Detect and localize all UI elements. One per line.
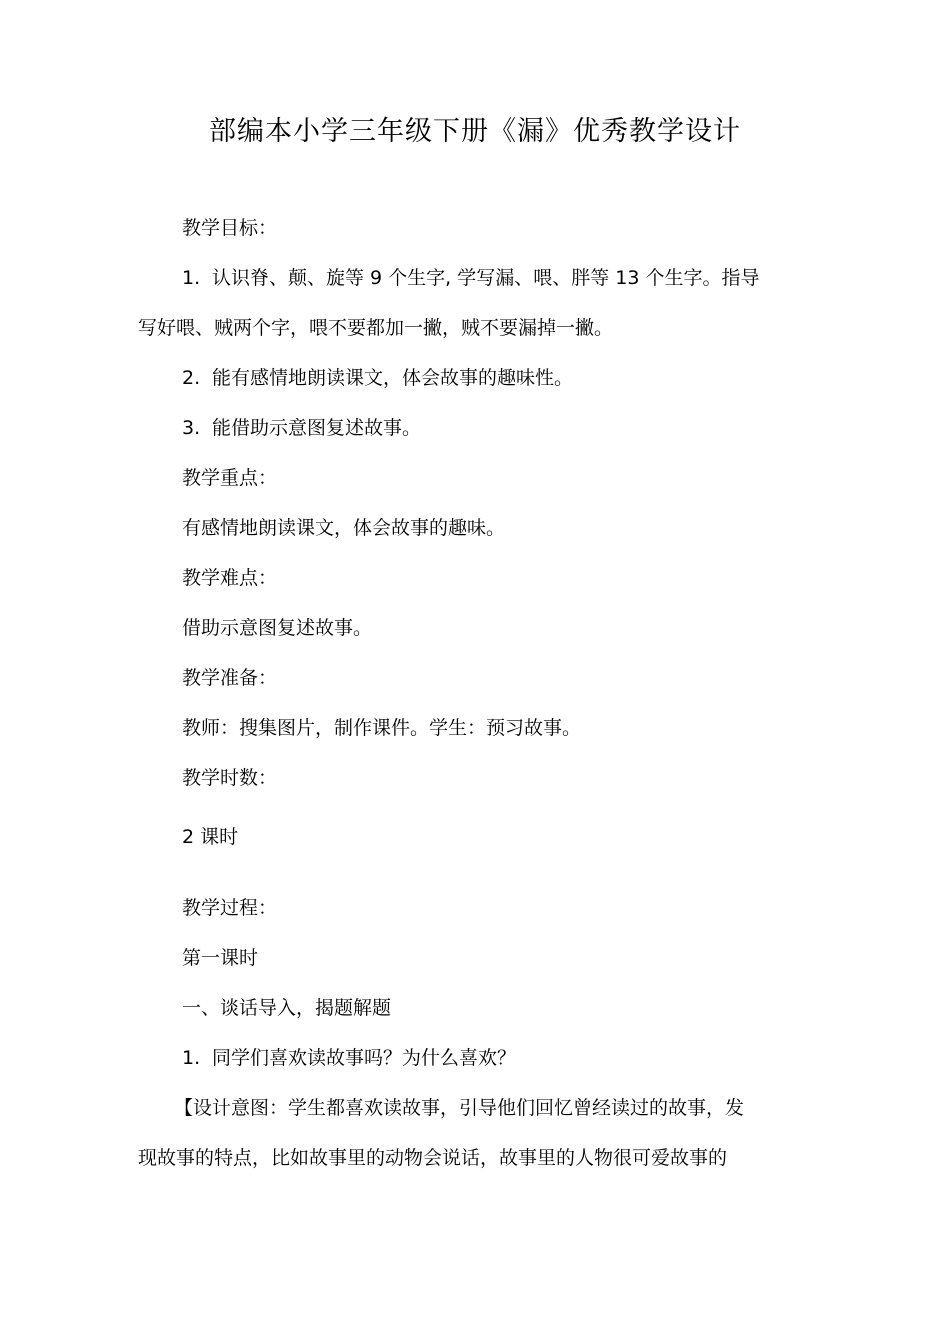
lesson-one-heading: 第一课时 <box>182 947 259 969</box>
hours-text: 2 课时 <box>182 826 239 848</box>
objective-2 <box>182 364 573 392</box>
objective-3-text: 能借助示意图复述故事。 <box>212 417 422 439</box>
design-intent-line-2: 现故事的特点，比如故事里的动物会说话，故事里的人物很可爱故事的 <box>138 1147 728 1169</box>
objective-3-number: 3. <box>182 417 201 439</box>
design-intent-line-1: 【设计意图：学生都喜欢读故事，引导他们回忆曾经读过的故事，发 <box>174 1097 745 1119</box>
objective-1-line-2: 写好喂、贼两个字，喂不要都加一撇，贼不要漏掉一撇。 <box>138 317 614 339</box>
preparation-text: 教师：搜集图片，制作课件。学生：预习故事。 <box>182 717 582 739</box>
key-points-heading: 教学重点： <box>182 467 278 489</box>
document-title: 部编本小学三年级下册《漏》优秀教学设计 <box>209 116 741 147</box>
objective-1-number: 1. <box>182 267 201 289</box>
difficulties-text: 借助示意图复述故事。 <box>182 617 373 639</box>
objective-1-text: 认识脊、颠、旋等 9 个生字, 学写漏、喂、胖等 13 个生字。指导 <box>212 267 760 289</box>
section-one-heading: 一、谈话导入，揭题解题 <box>182 997 392 1019</box>
objective-1-line-1 <box>182 264 760 292</box>
hours-heading: 教学时数： <box>182 767 278 789</box>
objective-3 <box>182 414 421 442</box>
question-1-text: 同学们喜欢读故事吗？为什么喜欢？ <box>212 1047 517 1069</box>
preparation-heading: 教学准备： <box>182 667 278 689</box>
objective-2-number: 2. <box>182 367 201 389</box>
question-1-number: 1. <box>182 1047 201 1069</box>
objectives-heading: 教学目标： <box>182 217 278 239</box>
question-1 <box>182 1044 516 1072</box>
key-points-text: 有感情地朗读课文，体会故事的趣味。 <box>182 517 506 539</box>
objective-2-text: 能有感情地朗读课文，体会故事的趣味性。 <box>212 367 574 389</box>
difficulties-heading: 教学难点： <box>182 567 278 589</box>
process-heading: 教学过程： <box>182 897 278 919</box>
